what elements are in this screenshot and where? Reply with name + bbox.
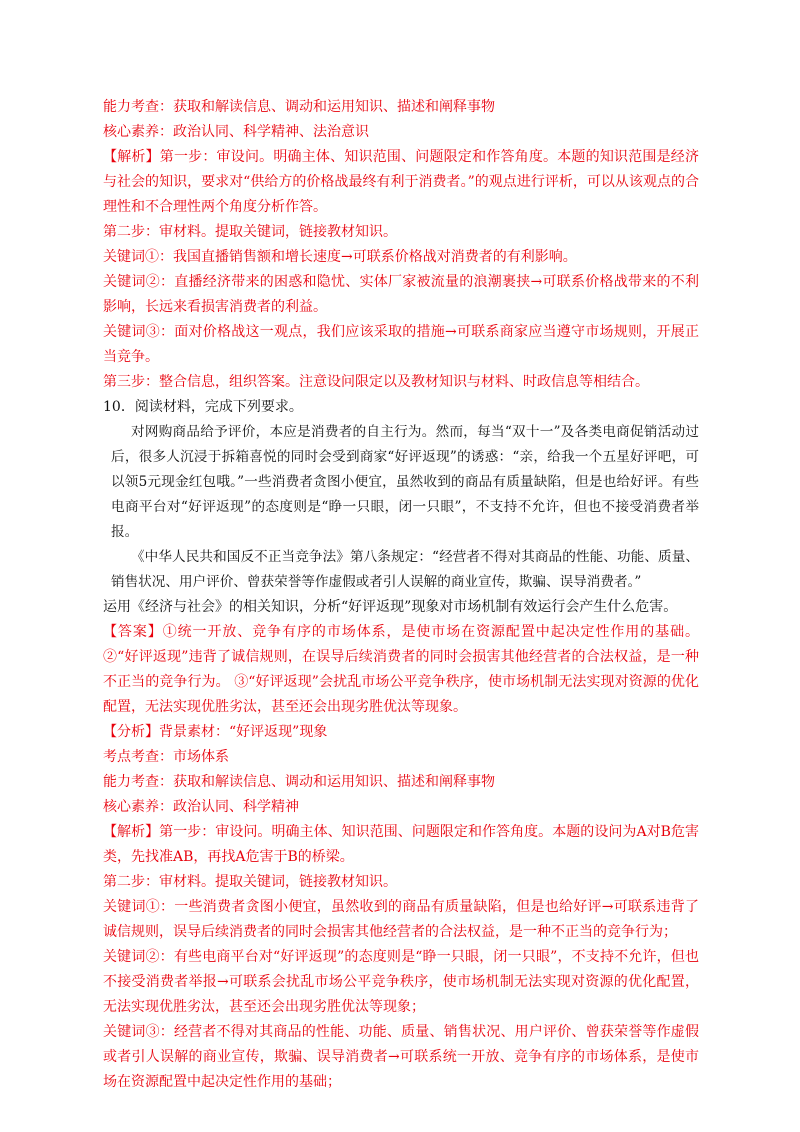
material-paragraph-2: 《中华人民共和国反不正当竞争法》第八条规定：“经营者不得对其商品的性能、功能、质量、销售状况、用户评价、曾获荣誉等作虚假或者引人误解的商业宣传，欺骗、误导消费者。” [111, 549, 699, 590]
exam-point: 考点考查：市场体系 [103, 749, 229, 765]
literacy-line-q10: 核心素养：政治认同、科学精神 [103, 799, 299, 815]
ability-line: 能力考查：获取和解读信息、调动和运用知识、描述和阐释事物 [103, 99, 495, 115]
keyword-one-q10: 关键词①：一些消费者贪图小便宜，虽然收到的商品有质量缺陷，但是也给好评→可联系违背了诚信规则，误导后续消费者的同时会损害其他经营者的合法权益，是一种不正当的竞争行为； [103, 899, 699, 940]
analysis-background: 【分析】背景素材：“好评返现”现象 [103, 724, 328, 740]
analysis-paragraph: 【解析】第一步：审设问。明确主体、知识范围、问题限定和作答角度。本题的知识范围是经济与社会的知识，要求对“供给方的价格战最终有利于消费者。”的观点进行评析，可以从该观点的合理性和不合理性两个角度分析作答。 [103, 149, 699, 215]
step-two-line: 第二步：审材料。提取关键词，链接教材知识。 [103, 224, 397, 240]
step-three-line: 第三步：整合信息，组织答案。注意设问限定以及教材知识与材料、时政信息等相结合。 [103, 374, 649, 390]
analysis-paragraph-q10: 【解析】第一步：审设问。明确主体、知识范围、问题限定和作答角度。本题的设问为A对B危害类，先找准AB，再找A危害于B的桥梁。 [103, 824, 699, 865]
material-paragraph-1: 对网购商品给予评价，本应是消费者的自主行为。然而，每当“双十一”及各类电商促销活动过后，很多人沉浸于拆箱喜悦的同时会受到商家“好评返现”的诱惑：“亲，给我一个五星好评吧，可以领5元现金红包哦。”一些消费者贪图小便宜，虽然收到的商品有质量缺陷，但是也给好评。有些电商平台对“好评返现”的态度则是“睁一只眼，闭一只眼”，不支持不允许，但也不接受消费者举报。 [111, 424, 699, 540]
literacy-line: 核心素养：政治认同、科学精神、法治意识 [103, 124, 369, 140]
question-10-title: 10．阅读材料，完成下列要求。 [103, 399, 303, 415]
question-prompt: 运用《经济与社会》的相关知识，分析“好评返现”现象对市场机制有效运行会产生什么危害。 [103, 599, 678, 615]
page-content [103, 95, 699, 1095]
ability-line-q10: 能力考查：获取和解读信息、调动和运用知识、描述和阐释事物 [103, 774, 495, 790]
keyword-one: 关键词①：我国直播销售额和增长速度→可联系价格战对消费者的有利影响。 [103, 249, 577, 265]
keyword-three: 关键词③：面对价格战这一观点，我们应该采取的措施→可联系商家应当遵守市场规则，开展正当竞争。 [103, 324, 699, 365]
step-two-line-q10: 第二步：审材料。提取关键词，链接教材知识。 [103, 874, 397, 890]
keyword-two-q10: 关键词②：有些电商平台对“好评返现”的态度则是“睁一只眼，闭一只眼”，不支持不允许，但也不接受消费者举报→可联系会扰乱市场公平竞争秩序，使市场机制无法实现对资源的优化配置，无法实现优胜劣汰，甚至还会出现劣胜优汰等现象； [103, 949, 699, 1015]
keyword-three-q10: 关键词③：经营者不得对其商品的性能、功能、质量、销售状况、用户评价、曾获荣誉等作虚假或者引人误解的商业宣传，欺骗、误导消费者→可联系统一开放、竞争有序的市场体系，是使市场在资源配置中起决定性作用的基础； [103, 1024, 699, 1090]
keyword-two: 关键词②：直播经济带来的困惑和隐忧、实体厂家被流量的浪潮裹挟→可联系价格战带来的不利影响，长远来看损害消费者的利益。 [103, 274, 699, 315]
answer-paragraph: 【答案】①统一开放、竞争有序的市场体系，是使市场在资源配置中起决定性作用的基础。 ②“好评返现”违背了诚信规则，在误导后续消费者的同时会损害其他经营者的合法权益，是一种不正当的竞争行为。 ③“好评返现”会扰乱市场公平竞争秩序，使市场机制无法实现对资源的优化配置，无法实现优胜劣汰，甚至还会出现劣胜优汰等现象。 [103, 624, 699, 715]
